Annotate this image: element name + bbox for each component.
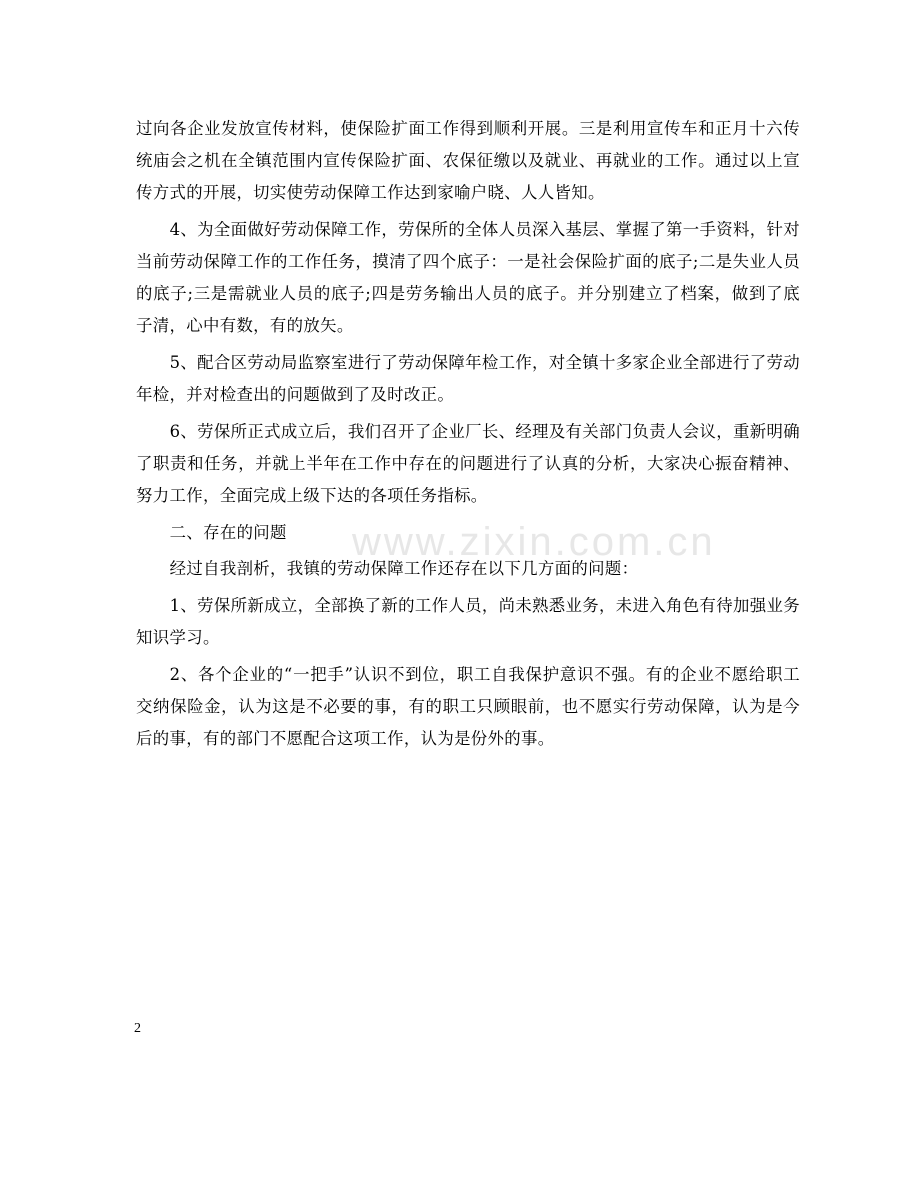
paragraph-issue-2: 2、各个企业的“一把手”认识不到位，职工自我保护意识不强。有的企业不愿给职工交纳保险金，认为这是不必要的事，有的职工只顾眼前，也不愿实行劳动保障，认为是今后的事，有的部门不愿配合这项工作，认为是份外的事。 — [136, 665, 800, 748]
body-text — [136, 113, 800, 760]
page-number: 2 — [134, 1021, 141, 1036]
paragraph-item-4: 4、为全面做好劳动保障工作，劳保所的全体人员深入基层、掌握了第一手资料，针对当前劳动保障工作的工作任务，摸清了四个底子：一是社会保险扩面的底子;二是失业人员的底子;三是需就业人员的底子;四是劳务输出人员的底子。并分别建立了档案，做到了底子清，心中有数，有的放矢。 — [136, 220, 800, 335]
paragraph-item-6: 6、劳保所正式成立后，我们召开了企业厂长、经理及有关部门负责人会议，重新明确了职责和任务，并就上半年在工作中存在的问题进行了认真的分析，大家决心振奋精神、努力工作，全面完成上级下达的各项任务指标。 — [136, 422, 800, 505]
paragraph-intro: 经过自我剖析，我镇的劳动保障工作还存在以下几方面的问题： — [169, 559, 639, 578]
watermark: www.zixin.com.cn — [352, 520, 716, 564]
section-heading: 二、存在的问题 — [169, 523, 287, 542]
paragraph-continued: 过向各企业发放宣传材料，使保险扩面工作得到顺利开展。三是利用宣传车和正月十六传统庙会之机在全镇范围内宣传保险扩面、农保征缴以及就业、再就业的工作。通过以上宣传方式的开展，切实使劳动保障工作达到家喻户晓、人人皆知。 — [136, 119, 800, 202]
paragraph-issue-1: 1、劳保所新成立，全部换了新的工作人员，尚未熟悉业务，未进入角色有待加强业务知识学习。 — [136, 596, 800, 647]
paragraph-item-5: 5、配合区劳动局监察室进行了劳动保障年检工作，对全镇十多家企业全部进行了劳动年检，并对检查出的问题做到了及时改正。 — [136, 353, 800, 404]
